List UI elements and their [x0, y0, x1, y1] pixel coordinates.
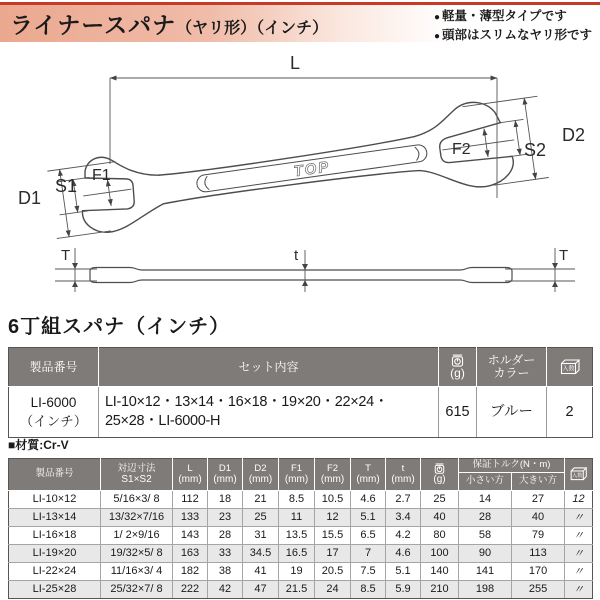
- quantity-icon-label: 入数: [561, 366, 575, 373]
- spec-cell: 21.5: [279, 580, 315, 598]
- spec-cell: 40: [512, 508, 565, 526]
- spec-cell: 170: [512, 562, 565, 580]
- spec-cell: 41: [243, 562, 279, 580]
- spec-cell: 24: [315, 580, 351, 598]
- quantity-box-icon: [559, 359, 581, 375]
- feature-bullet-text: 軽量・薄型タイプです: [441, 9, 567, 23]
- spec-row: [9, 490, 593, 508]
- spec-cell: 〃: [565, 580, 593, 598]
- spec-cell: 80: [421, 526, 459, 544]
- spec-cell: 40: [421, 508, 459, 526]
- spec-cell: 2.7: [386, 490, 421, 508]
- spec-cell: LI-25×28: [9, 580, 101, 598]
- wrench-right-head-bottom: [419, 156, 516, 195]
- spec-cell: 5.1: [386, 562, 421, 580]
- spec-cell: 182: [173, 562, 208, 580]
- page-title: [0, 7, 328, 40]
- set-col-weight: [439, 348, 477, 387]
- spec-cell: 10.5: [315, 490, 351, 508]
- spec-cell: 18: [208, 490, 243, 508]
- spec-col-size: [101, 459, 173, 491]
- spec-cell: 16.5: [279, 544, 315, 562]
- weight-unit: (g): [450, 366, 465, 380]
- spec-table-body: [9, 490, 593, 598]
- spec-cell: 47: [243, 580, 279, 598]
- spec-cell: 4.2: [386, 526, 421, 544]
- wrench-handle-bottom: [163, 166, 419, 206]
- l-dimension: [110, 78, 497, 198]
- spec-cell: 8.5: [351, 580, 386, 598]
- t-right-arrow-top: [552, 263, 558, 269]
- spec-table-header: [9, 459, 593, 491]
- spec-cell: 113: [512, 544, 565, 562]
- set-col-contents: セット内容: [99, 348, 439, 387]
- spec-cell: 25/32×7/ 8: [101, 580, 173, 598]
- dim-label-f1: F1: [92, 167, 111, 184]
- spec-cell: 38: [208, 562, 243, 580]
- spec-col-T: [351, 459, 386, 491]
- spec-cell: 21: [243, 490, 279, 508]
- d2-extension-top: [463, 96, 537, 106]
- s2-dimension-line: [515, 121, 520, 156]
- spec-cell: 20.5: [315, 562, 351, 580]
- spec-col-torque-small: 小さい方: [459, 472, 512, 490]
- side-profile: [90, 268, 512, 283]
- wrench-right-head: [411, 99, 501, 137]
- dim-label-s1: S1: [55, 176, 78, 196]
- col-unit: (mm): [391, 474, 415, 485]
- spec-cell: 31: [243, 526, 279, 544]
- quantity-box-icon: [569, 467, 588, 481]
- set-product-no: [9, 387, 99, 438]
- set-holder-color: ブルー: [477, 387, 547, 438]
- spec-col-torque: 保証トルク(N・m): [459, 459, 565, 473]
- col-label: D1: [218, 462, 232, 474]
- feature-bullets: [434, 8, 592, 45]
- spec-cell: 198: [459, 580, 512, 598]
- spec-cell: 143: [173, 526, 208, 544]
- spec-col-torque-large: 大きい方: [512, 472, 565, 490]
- spec-col-L: [173, 459, 208, 491]
- col-unit: (mm): [320, 474, 345, 485]
- spec-cell: LI-19×20: [9, 544, 101, 562]
- spec-cell: 25: [243, 508, 279, 526]
- d1-extension-bottom: [57, 231, 110, 239]
- spec-col-qty: [565, 459, 593, 491]
- spec-cell: 222: [173, 580, 208, 598]
- spec-cell: 163: [173, 544, 208, 562]
- d2-dimension-line: [524, 98, 535, 179]
- spec-cell: 8.5: [279, 490, 315, 508]
- col-unit: (mm): [178, 474, 202, 485]
- bullet-icon: ●: [433, 30, 440, 42]
- spec-cell: 79: [512, 526, 565, 544]
- spec-cell: 100: [421, 544, 459, 562]
- set-product-line2: （インチ）: [19, 414, 88, 429]
- spec-col-F2: [315, 459, 351, 491]
- dim-label-l: L: [290, 53, 301, 73]
- t-mid-arrow-bottom: [302, 280, 308, 286]
- spec-cell: 7.5: [351, 562, 386, 580]
- spec-row: [9, 508, 593, 526]
- col-label: t: [401, 462, 405, 474]
- wrench-handle-top: [159, 137, 415, 177]
- spec-cell: 33: [208, 544, 243, 562]
- set-col-qty: [547, 348, 593, 387]
- col-unit: (mm): [356, 474, 380, 485]
- spec-cell: 28: [459, 508, 512, 526]
- bullet-icon: ●: [433, 12, 440, 23]
- wrench-top-view: [46, 93, 548, 246]
- set-weight: 615: [439, 387, 477, 438]
- spec-col-weight: [421, 459, 459, 491]
- set-qty: 2: [547, 387, 593, 438]
- col-unit: (mm): [284, 474, 309, 485]
- dim-label-d1: D1: [18, 188, 42, 208]
- spec-cell: 34.5: [243, 544, 279, 562]
- wrench-side-view: [90, 268, 512, 283]
- dim-label-t-left: T: [61, 247, 71, 264]
- spec-cell: LI-13×14: [9, 508, 101, 526]
- spec-cell: 28: [208, 526, 243, 544]
- spec-row: [9, 526, 593, 544]
- material-note: ■材質:Cr-V: [8, 438, 69, 452]
- spec-cell: 〃: [565, 526, 593, 544]
- spec-cell: 12: [315, 508, 351, 526]
- t-left-arrow-top: [72, 263, 78, 269]
- spec-cell: 25: [421, 490, 459, 508]
- set-table-row: [9, 387, 593, 438]
- dim-label-s2: S2: [524, 140, 547, 160]
- spec-cell: 255: [512, 580, 565, 598]
- col-label: L: [187, 462, 193, 474]
- spec-row: [9, 544, 593, 562]
- quantity-icon-label: 入数: [572, 473, 583, 480]
- page-title-suffix: （ヤリ形）（インチ）: [176, 20, 329, 37]
- col-label: T: [365, 462, 371, 474]
- t-right-arrow-bottom: [552, 281, 558, 287]
- spec-col-t: [386, 459, 421, 491]
- wrench-diagram: [0, 52, 600, 302]
- t-mid-arrow-top: [302, 264, 308, 270]
- size-sub-label: S1×S2: [121, 474, 152, 485]
- spec-cell: 141: [459, 562, 512, 580]
- spec-cell: 27: [512, 490, 565, 508]
- spec-cell: 〃: [565, 562, 593, 580]
- spec-cell: 5.9: [386, 580, 421, 598]
- size-label: 対辺寸法: [117, 462, 156, 474]
- spec-cell: 58: [459, 526, 512, 544]
- spec-cell: 4.6: [351, 490, 386, 508]
- spec-cell: 42: [208, 580, 243, 598]
- s2-extension-top: [500, 119, 523, 122]
- spec-cell: 13/32×7/16: [101, 508, 173, 526]
- spec-table: [8, 458, 593, 599]
- set-contents: LI-10×12・13×14・16×18・19×20・22×24・25×28・LI-6000-H: [99, 387, 439, 438]
- set-col-product: 製品番号: [9, 348, 99, 387]
- spec-cell: 1/ 2×9/16: [101, 526, 173, 544]
- spec-cell: 19/32×5/ 8: [101, 544, 173, 562]
- t-left-arrow-bottom: [72, 281, 78, 287]
- spec-cell: 〃: [565, 508, 593, 526]
- dim-label-f2: F2: [452, 141, 471, 158]
- spec-cell: 19: [279, 562, 315, 580]
- spec-cell: 7: [351, 544, 386, 562]
- col-label: F1: [290, 462, 303, 474]
- set-col-holder: [477, 348, 547, 387]
- spec-cell: 14: [459, 490, 512, 508]
- spec-cell: 15.5: [315, 526, 351, 544]
- col-label: F2: [326, 462, 339, 474]
- section-title: 6丁組スパナ（インチ）: [8, 316, 231, 338]
- col-unit: (mm): [248, 474, 273, 485]
- set-table-header-row: [9, 348, 593, 387]
- spec-cell: 12: [565, 490, 593, 508]
- spec-cell: 112: [173, 490, 208, 508]
- set-table: [8, 347, 593, 438]
- wrench-right-jaw: [437, 122, 512, 166]
- spec-col-F1: [279, 459, 315, 491]
- spec-cell: 4.6: [386, 544, 421, 562]
- spec-cell: 140: [421, 562, 459, 580]
- s1-extension-bottom: [60, 211, 88, 215]
- left-jaw-centerline: [83, 189, 131, 196]
- spec-cell: LI-22×24: [9, 562, 101, 580]
- spec-cell: 133: [173, 508, 208, 526]
- scale-icon: [433, 463, 446, 474]
- spec-cell: 23: [208, 508, 243, 526]
- col-label: D2: [254, 462, 267, 474]
- feature-bullet-text: 頭部はスリムなヤリ形です: [441, 27, 592, 42]
- feature-bullet: [434, 27, 592, 46]
- spec-cell: 5.1: [351, 508, 386, 526]
- dim-label-t-right: T: [559, 247, 569, 264]
- spec-cell: 210: [421, 580, 459, 598]
- dim-label-d2: D2: [562, 125, 586, 145]
- holder-label-line2: カラー: [493, 366, 530, 380]
- feature-bullet: [434, 8, 592, 27]
- spec-row: [9, 562, 593, 580]
- spec-cell: 90: [459, 544, 512, 562]
- spec-cell: 3.4: [386, 508, 421, 526]
- spec-cell: 5/16×3/ 8: [101, 490, 173, 508]
- holder-label-line1: ホルダー: [487, 353, 536, 367]
- spec-cell: 13.5: [279, 526, 315, 544]
- set-product-line1: LI-6000: [30, 395, 77, 410]
- page-title-main: ライナースパナ: [10, 12, 177, 38]
- spec-cell: 6.5: [351, 526, 386, 544]
- spec-cell: 〃: [565, 544, 593, 562]
- d2-extension-bottom: [494, 177, 548, 185]
- spec-cell: 11: [279, 508, 315, 526]
- spec-col-D1: [208, 459, 243, 491]
- spec-cell: 17: [315, 544, 351, 562]
- col-unit: (g): [433, 474, 446, 486]
- wrench-left-head-bottom: [82, 199, 166, 235]
- spec-row: [9, 580, 593, 598]
- f2-dimension-line: [484, 129, 488, 157]
- spec-cell: LI-10×12: [9, 490, 101, 508]
- spec-cell: 11/16×3/ 4: [101, 562, 173, 580]
- top-logo: TOP: [292, 158, 332, 181]
- spec-col-D2: [243, 459, 279, 491]
- spec-cell: LI-16×18: [9, 526, 101, 544]
- col-unit: (mm): [213, 474, 237, 485]
- spec-col-product: 製品番号: [9, 459, 101, 491]
- dim-label-t-mid: t: [294, 247, 299, 264]
